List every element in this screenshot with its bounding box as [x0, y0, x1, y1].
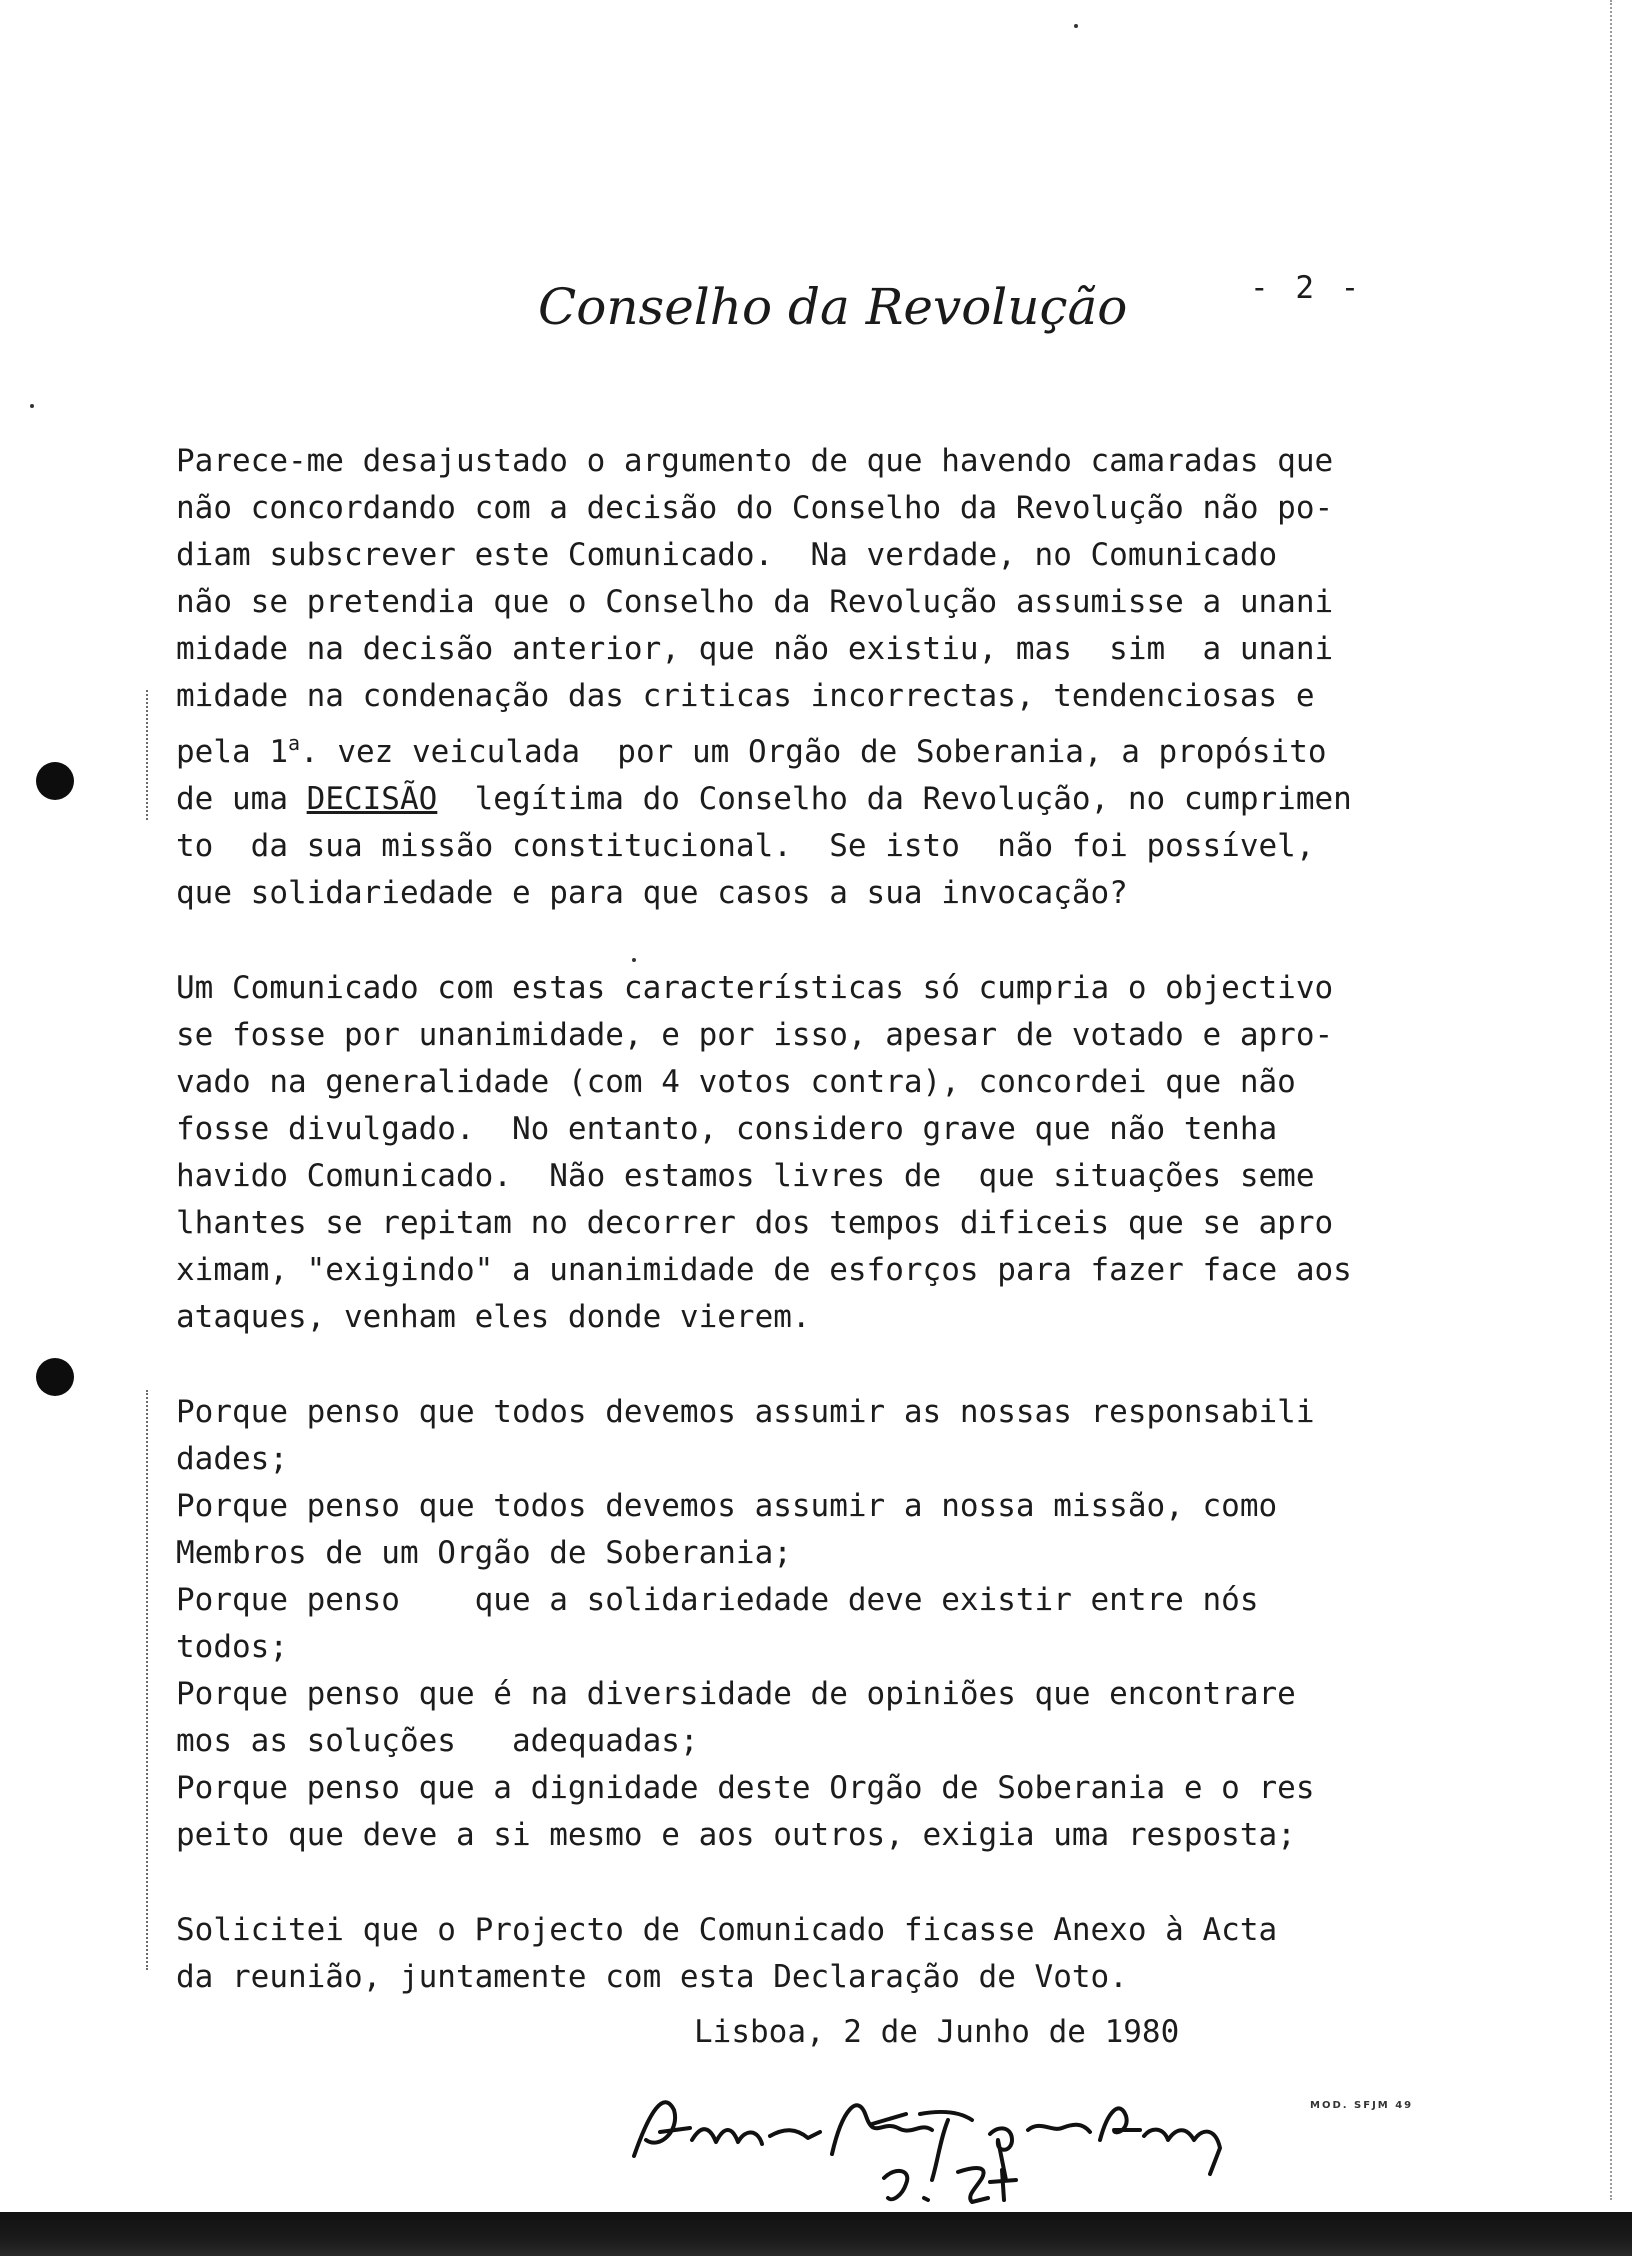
- text-line: todos;: [176, 1629, 288, 1665]
- text-line: fosse divulgado. No entanto, considero grave que não tenha: [176, 1111, 1278, 1147]
- dateline: Lisboa, 2 de Junho de 1980: [694, 2014, 1180, 2050]
- text-line: ataques, venham eles donde vierem.: [176, 1299, 811, 1335]
- text-line: diam subscrever este Comunicado. Na verdade, no Comunicado: [176, 537, 1278, 573]
- text-line: lhantes se repitam no decorrer dos tempos dificeis que se apro: [176, 1205, 1334, 1241]
- margin-mark: [146, 1390, 148, 1970]
- text-line: se fosse por unanimidade, e por isso, apesar de votado e apro-: [176, 1017, 1334, 1053]
- text-line: Porque penso que a solidariedade deve existir entre nós: [176, 1582, 1259, 1618]
- text-line: midade na condenação das criticas incorrectas, tendenciosas e: [176, 678, 1315, 714]
- text-line: Porque penso que todos devemos assumir as nossas responsabili: [176, 1394, 1315, 1430]
- text-line: midade na decisão anterior, que não existiu, mas sim a unani: [176, 631, 1334, 667]
- text-fragment: . vez veiculada por um Orgão de Soberania, a propósito: [300, 734, 1327, 770]
- signature-scrawl: [620, 2070, 1260, 2220]
- margin-mark: [1610, 0, 1612, 2200]
- text-line: mos as soluções adequadas;: [176, 1723, 699, 1759]
- ordinal-superscript: a: [287, 731, 301, 755]
- paragraph-1: [176, 438, 1396, 917]
- text-line: vado na generalidade (com 4 votos contra), concordei que não: [176, 1064, 1296, 1100]
- speck: [30, 404, 34, 408]
- text-line: não concordando com a decisão do Conselho da Revolução não po-: [176, 490, 1334, 526]
- margin-mark: [146, 690, 148, 820]
- text-line: não se pretendia que o Conselho da Revolução assumisse a unani: [176, 584, 1334, 620]
- text-line: Porque penso que é na diversidade de opiniões que encontrare: [176, 1676, 1296, 1712]
- document-body: [176, 438, 1396, 2001]
- paragraph-2: [176, 965, 1396, 1341]
- text-line: Parece-me desajustado o argumento de que havendo camaradas que: [176, 443, 1334, 479]
- underlined-word: DECISÃO: [306, 781, 438, 817]
- text-line: [176, 720, 1396, 776]
- letterhead-script: [528, 262, 1128, 352]
- text-fragment: de uma: [176, 781, 307, 817]
- punch-hole: [36, 762, 74, 800]
- punch-hole: [36, 1358, 74, 1396]
- text-line: Membros de um Orgão de Soberania;: [176, 1535, 792, 1571]
- letterhead-text: Conselho da Revolução: [538, 278, 1128, 336]
- text-line: da reunião, juntamente com esta Declaração de Voto.: [176, 1959, 1128, 1995]
- text-fragment: pela 1: [176, 734, 288, 770]
- scan-edge-strip: [0, 2212, 1632, 2256]
- speck: [1074, 24, 1078, 28]
- paragraph-4: [176, 1907, 1396, 2001]
- text-line: que solidariedade e para que casos a sua invocação?: [176, 875, 1128, 911]
- page-number: - 2 -: [1250, 270, 1364, 306]
- text-line: Um Comunicado com estas características só cumpria o objectivo: [176, 970, 1334, 1006]
- text-line: [176, 776, 1396, 823]
- text-line: havido Comunicado. Não estamos livres de que situações seme: [176, 1158, 1315, 1194]
- handwritten-signature: [620, 2070, 1260, 2220]
- text-line: Porque penso que todos devemos assumir a nossa missão, como: [176, 1488, 1278, 1524]
- letterhead: [528, 262, 1128, 352]
- speck: [632, 958, 636, 962]
- form-code: MOD. SFJM 49: [1310, 2100, 1414, 2111]
- text-line: Porque penso que a dignidade deste Orgão de Soberania e o res: [176, 1770, 1315, 1806]
- text-line: Solicitei que o Projecto de Comunicado ficasse Anexo à Acta: [176, 1912, 1278, 1948]
- text-line: to da sua missão constitucional. Se isto não foi possível,: [176, 828, 1315, 864]
- text-fragment: legítima do Conselho da Revolução, no cumprimen: [437, 781, 1352, 817]
- paragraph-3: [176, 1389, 1396, 1859]
- text-line: dades;: [176, 1441, 288, 1477]
- text-line: peito que deve a si mesmo e aos outros, exigia uma resposta;: [176, 1817, 1296, 1853]
- text-line: ximam, "exigindo" a unanimidade de esforços para fazer face aos: [176, 1252, 1352, 1288]
